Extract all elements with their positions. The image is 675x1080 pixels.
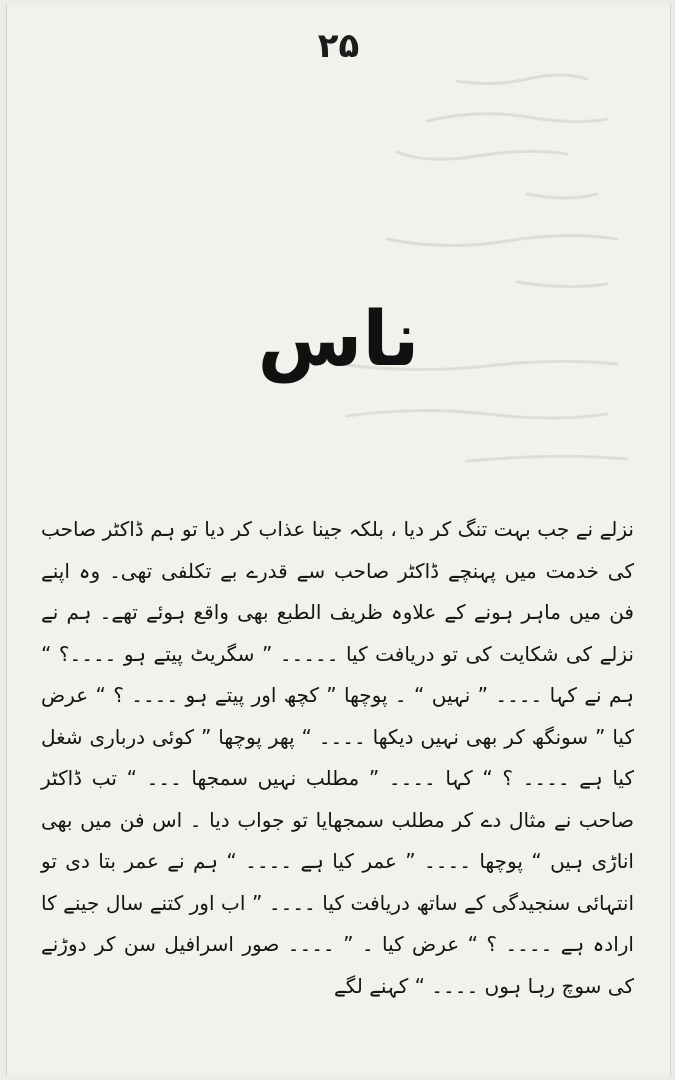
body-paragraph: نزلے نے جب بہت تنگ کر دیا ، بلکہ جینا عذاب کر دیا تو ہم ڈاکٹر صاحب کی خدمت میں پہنچے ڈاکٹر صاحب سے قدرے بے تکلفی تھی۔ وہ اپنے فن میں ماہر ہونے کے علاوہ ظریف الطبع بھی واقع ہوئے تھے۔ ہم نے نزلے کی شکایت کی تو دریافت کیا ۔۔۔۔۔ ” سگریٹ پیتے ہو ۔۔۔۔؟ “ ہم نے کہا ۔۔۔۔ ” نہیں “ ۔ پوچھا ” کچھ اور پیتے ہو ۔۔۔۔ ؟ “ عرض کیا ” سونگھ کر بھی نہیں دیکھا ۔۔۔۔ “ پھر پوچھا ” کوئی درباری شغل کیا ہے ۔۔۔۔ ؟ “ کہا ۔۔۔۔ ” مطلب نہیں سمجھا ۔۔۔ “ تب ڈاکٹر صاحب نے مثال دے کر مطلب سمجھایا تو جواب دیا ۔ اس فن میں بھی اناڑی ہیں “ پوچھا ۔۔۔۔ ” عمر کیا ہے ۔۔۔۔ “ ہم نے عمر بتا دی تو انتہائی سنجیدگی کے ساتھ دریافت کیا ۔۔۔۔ ” اب اور کتنے سال جینے کا ارادہ ہے ۔۔۔۔ ؟ “ عرض کیا ۔ ” ۔۔۔۔ صور اسرافیل سن کر دوڑنے کی سوچ رہا ہوں ۔۔۔۔ “ کہنے لگے [41, 517, 634, 998]
page-number: ۲۵ [317, 26, 360, 66]
chapter-title: ناس [257, 294, 420, 383]
book-page [6, 4, 671, 1076]
